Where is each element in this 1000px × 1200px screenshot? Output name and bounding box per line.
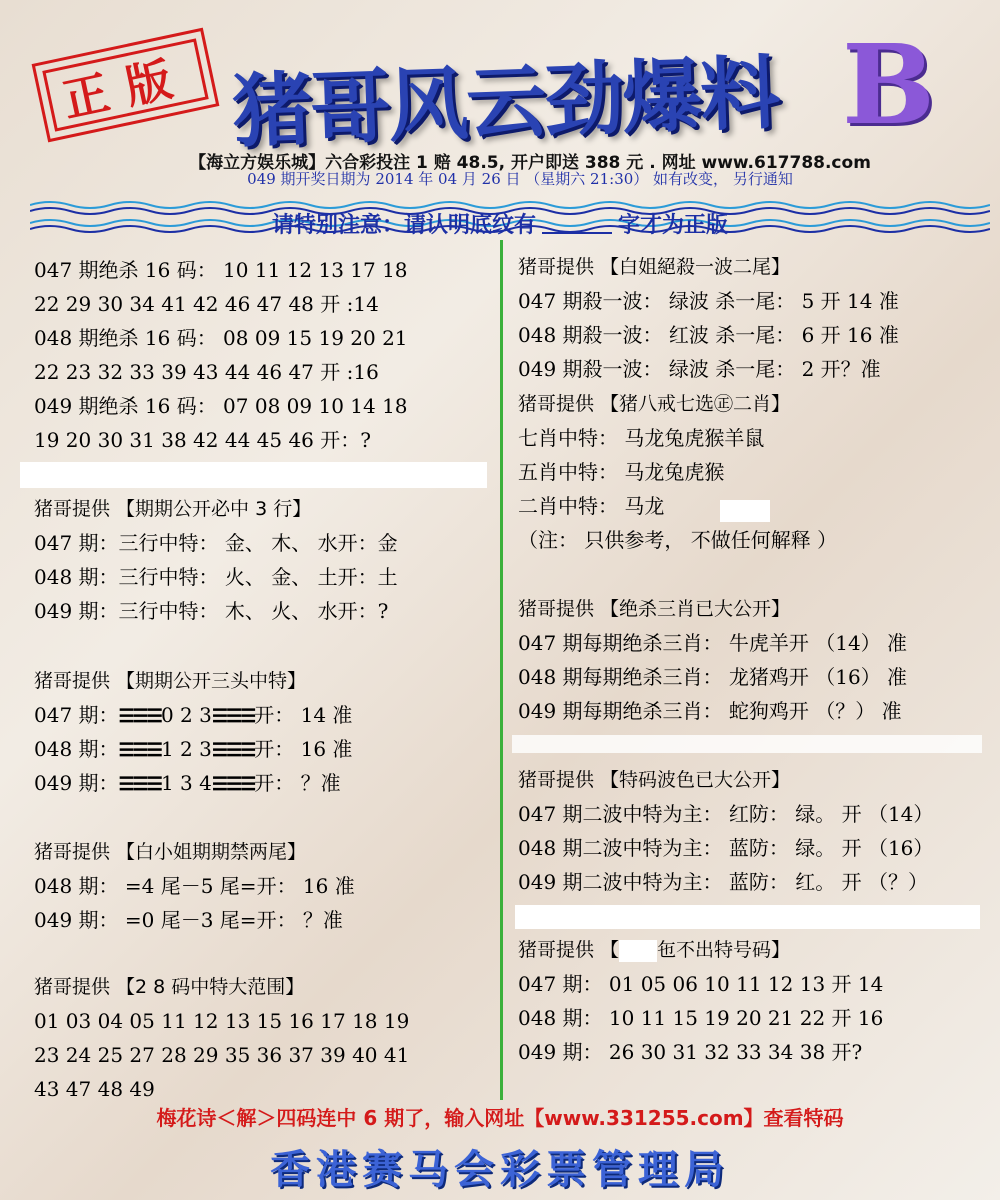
section-title-part: 猪哥提供 【 [518,939,620,961]
bajie-section [518,387,837,557]
section-title-part: 㐌不出特号码】 [657,939,791,961]
notice-part-2: 字才为正版 [618,213,729,238]
issue-label: 047 期： [34,703,119,727]
bojie-row: 049 期殺一波： 绿波 杀一尾： 2 开？准 [518,357,881,381]
section-title [518,933,883,967]
bajie-row: 七肖中特： 马龙兔虎猴羊鼠 [518,426,765,450]
kill16-row: 19 20 30 31 38 42 44 45 46 开：? [34,428,371,452]
bose-row: 048 期二波中特为主： 蓝防： 绿。 开 （16） [518,836,934,860]
buchu-row: 048 期： 10 11 15 19 20 21 22 开 16 [518,1006,884,1030]
section-title: 猪哥提供 【猪八戒七选㊣二肖】 [518,393,791,415]
ma28-row: 43 47 48 49 [34,1077,155,1101]
buchu-row: 047 期： 01 05 06 10 11 12 13 开 14 [518,972,884,996]
result: 开： 16 准 [254,737,353,761]
santou-row [34,732,352,766]
authenticity-notice [200,208,800,239]
result: 开： ？准 [254,771,341,795]
white-band [20,462,487,488]
page-title: 猪哥风云劲爆料 [230,46,780,159]
buchu-section [518,933,883,1069]
head-digits: 0 2 3 [160,703,212,727]
zhengban-stamp [32,28,220,143]
white-band [515,905,980,929]
white-band [512,735,982,753]
section-title: 猪哥提供 【2 8 码中特大范围】 [34,976,305,998]
bojie-section [518,250,899,386]
section-title: 猪哥提供 【绝杀三肖已大公开】 [518,598,791,620]
issue-label: 048 期： [34,737,119,761]
ad-banner: 【海立方娱乐城】六合彩投注 1 赔 48.5, 开户即送 388 元 . 网址 www.617788.com [189,153,871,173]
kill16-row: 049 期绝杀 16 码： 07 08 09 10 14 18 [34,394,408,418]
column-divider [500,240,503,1100]
kill16-row: 047 期绝杀 16 码： 10 11 12 13 17 18 [34,258,408,282]
section-title: 猪哥提供 【特码波色已大公开】 [518,769,791,791]
sanhang-row: 047 期：三行中特： 金、 木、 水开：金 [34,531,398,555]
kill16-row: 22 23 32 33 39 43 44 46 47 开 :16 [34,360,379,384]
kill3-section [518,592,907,728]
bojie-row: 047 期殺一波： 绿波 杀一尾： 5 开 14 准 [518,289,899,313]
section-title: 猪哥提供 【期期公开必中 3 行】 [34,498,312,520]
jinwei-row: 048 期： =4 尾－5 尾=开： 16 准 [34,874,355,898]
draw-date-notice: 049 期开奖日期为 2014 年 04 月 26 日 （星期六 21:30） 如有改变， 另行通知 [247,170,793,188]
edition-letter: B [842,20,935,149]
trigram-symbol: ☰☰☰ [118,740,161,761]
kill3-row: 047 期每期绝杀三肖： 牛虎羊开 （14） 准 [518,631,908,655]
section-title: 猪哥提供 【期期公开三头中特】 [34,670,307,692]
trigram-symbol: ☰☰☰ [211,740,255,761]
white-band [720,500,770,522]
bajie-row: 二肖中特： 马龙 [518,494,665,518]
notice-gap [542,218,612,234]
result: 开： 14 准 [254,703,353,727]
santou-row [34,766,352,800]
bajie-row: 五肖中特： 马龙兔虎猴 [518,460,725,484]
footer-link-banner[interactable]: 梅花诗＜解＞四码连中 6 期了，输入网址【www.331255.com】查看特码 [156,1106,844,1130]
sanhang-row: 048 期：三行中特： 火、 金、 土开：土 [34,565,398,589]
section-title: 猪哥提供 【白姐絕殺一波二尾】 [518,256,791,278]
ma28-row: 23 24 25 27 28 29 35 36 37 39 40 41 [34,1043,410,1067]
head-digits: 1 3 4 [160,771,212,795]
trigram-symbol: ☰☰☰ [211,706,255,727]
sanhang-row: 049 期：三行中特： 木、 火、 水开：? [34,599,389,623]
bojie-row: 048 期殺一波： 红波 杀一尾： 6 开 16 准 [518,323,899,347]
kill3-row: 049 期每期绝杀三肖： 蛇狗鸡开 （？） 准 [518,699,902,723]
trigram-symbol: ☰☰☰ [118,774,161,795]
jinwei-row: 049 期： =0 尾－3 尾=开： ？准 [34,908,343,932]
head-digits: 1 2 3 [160,737,212,761]
bose-section [518,763,933,899]
ma28-section [34,970,409,1106]
bose-row: 049 期二波中特为主： 蓝防： 红。 开 （？） [518,870,928,894]
kill16-row: 22 29 30 34 41 42 46 47 48 开 :14 [34,292,379,316]
bajie-note: （注： 只供参考， 不做任何解释 ） [518,528,838,552]
bose-row: 047 期二波中特为主： 红防： 绿。 开 （14） [518,802,934,826]
ma28-row: 01 03 04 05 11 12 13 15 16 17 18 19 [34,1009,410,1033]
santou-section [34,664,352,800]
section-title: 猪哥提供 【白小姐期期禁两尾】 [34,841,307,863]
kill16-section [34,253,408,457]
kill16-row: 048 期绝杀 16 码： 08 09 15 19 20 21 [34,326,408,350]
footer-org-name: 香港赛马会彩票管理局 [270,1147,730,1193]
stamp-text: 正版 [57,48,195,128]
notice-part-1: 请特别注意：请认明底纹有 [271,213,536,238]
trigram-symbol: ☰☰☰ [118,706,161,727]
obscured-text [619,940,657,962]
buchu-row: 049 期： 26 30 31 32 33 34 38 开? [518,1040,863,1064]
jinwei-section [34,835,355,937]
issue-label: 049 期： [34,771,119,795]
kill3-row: 048 期每期绝杀三肖： 龙猪鸡开 （16） 准 [518,665,908,689]
trigram-symbol: ☰☰☰ [211,774,255,795]
santou-row [34,698,352,732]
sanhang-section [34,492,398,628]
